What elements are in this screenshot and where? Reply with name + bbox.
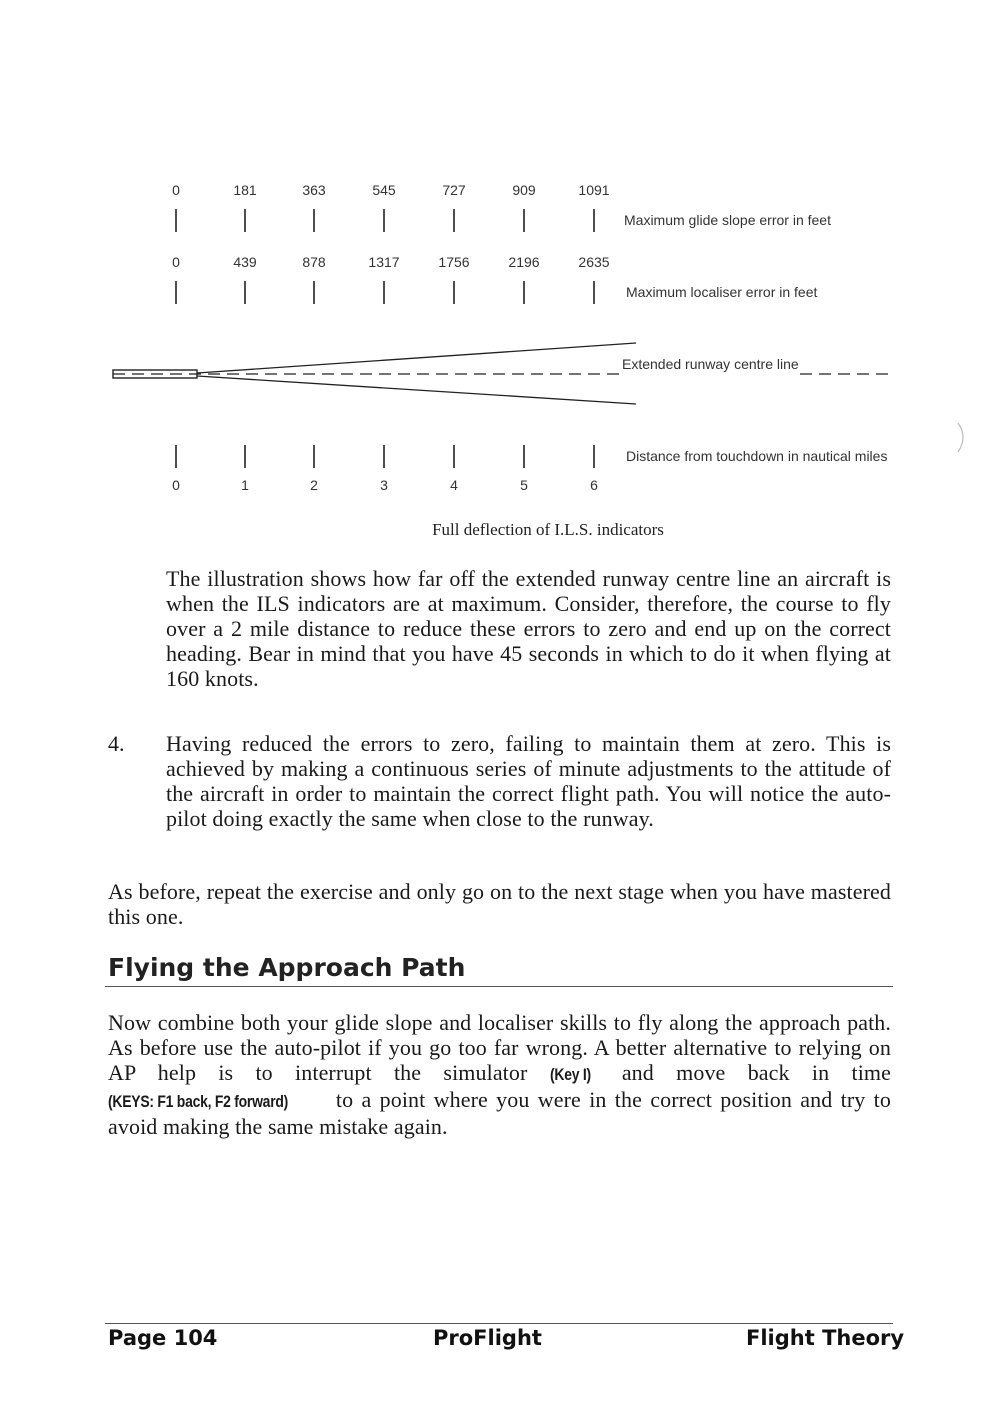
glide-slope-value: 0 [172, 182, 180, 198]
paragraph-repeat: As before, repeat the exercise and only go on to the next stage when you have mastered this one. [108, 879, 891, 929]
centreline-label: Extended runway centre line [622, 356, 799, 372]
distance-label: Distance from touchdown in nautical miles [626, 448, 888, 464]
section-heading: Flying the Approach Path [108, 953, 466, 982]
key-i-hint: (Key I) [549, 1065, 591, 1084]
localiser-value: 1317 [368, 254, 400, 270]
localiser-value: 878 [302, 254, 326, 270]
glide-slope-label: Maximum glide slope error in feet [624, 212, 831, 228]
glide-slope-value: 1091 [578, 182, 610, 198]
localiser-value: 439 [233, 254, 257, 270]
margin-mark [958, 423, 963, 452]
paragraph-approach [108, 1010, 891, 1139]
distance-value: 0 [172, 477, 180, 493]
localiser-label: Maximum localiser error in feet [626, 284, 818, 300]
cone-upper-edge [197, 343, 636, 373]
distance-value: 1 [241, 477, 249, 493]
paragraph-illustration: The illustration shows how far off the extended runway centre line an aircraft is when the ILS indicators are at maximum. Consider, therefore, the course to fly over a 2 mile distance to reduce these errors to zero and end up on the correct heading. Bear in mind that you have 45 seconds in which to do it when flying at 160 knots. [166, 566, 891, 691]
glide-slope-value: 909 [512, 182, 536, 198]
glide-slope-value: 181 [233, 182, 257, 198]
localiser-value: 1756 [438, 254, 470, 270]
list-number: 4. [108, 731, 125, 756]
localiser-value: 2635 [578, 254, 610, 270]
distance-value: 6 [590, 477, 598, 493]
glide-slope-value: 363 [302, 182, 326, 198]
glide-slope-value: 545 [372, 182, 396, 198]
localiser-value: 0 [172, 254, 180, 270]
diagram-caption: Full deflection of I.L.S. indicators [432, 520, 664, 539]
heading-rule [105, 986, 893, 987]
paragraph-approach-text-a: Now combine both your glide slope and localiser skills to fly along the approach path. As before use the auto-pilot if you go too far wrong. A better alternative to relying on AP help is to interrupt the simulator [108, 1010, 891, 1085]
paragraph-approach-text-b: and move back in time [599, 1060, 891, 1085]
footer-rule [105, 1323, 893, 1324]
footer-product: ProFlight [433, 1326, 542, 1350]
footer-section: Flight Theory [746, 1326, 905, 1350]
footer-page-number: Page 104 [108, 1326, 218, 1350]
keys-time-hint: (KEYS: F1 back, F2 forward) [108, 1092, 289, 1111]
distance-value: 4 [450, 477, 458, 493]
list-item-4: Having reduced the errors to zero, failing to maintain them at zero. This is achieved by making a continuous series of minute adjustments to the attitude of the aircraft in order to maintain the correct flight path. You will notice the auto-pilot doing exactly the same when close to the runway. [166, 731, 891, 831]
cone-lower-edge [197, 376, 636, 404]
diagram-canvas [0, 0, 1000, 560]
distance-value: 3 [380, 477, 388, 493]
glide-slope-value: 727 [442, 182, 466, 198]
paragraph-approach-text-c: to a point where you were in the correct position and try to avoid making the same mistake again. [108, 1087, 891, 1139]
ils-deflection-diagram [0, 0, 1000, 560]
distance-value: 2 [310, 477, 318, 493]
localiser-value: 2196 [508, 254, 540, 270]
distance-value: 5 [520, 477, 528, 493]
